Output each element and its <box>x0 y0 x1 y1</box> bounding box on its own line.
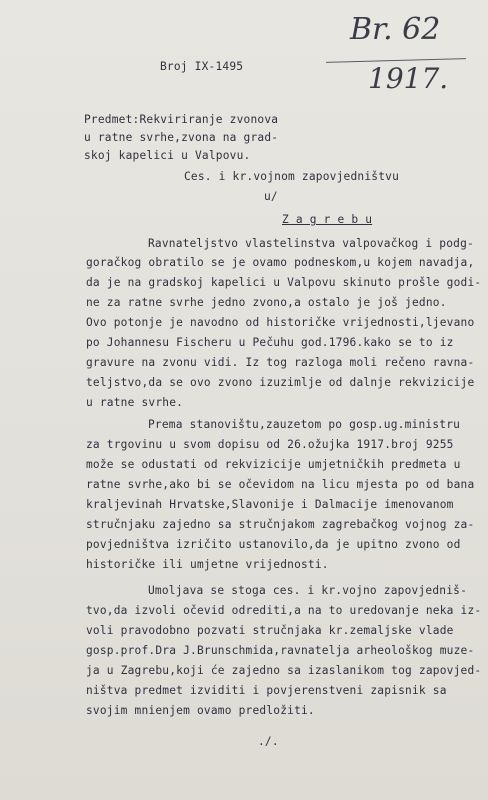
body-line: povjedništva izričito ustanovilo,da je upitno zvono od <box>86 538 461 551</box>
closing-mark: ./. <box>258 735 279 748</box>
body-line: Umoljava se stoga ces. i kr.vojno zapovjedniš- <box>148 584 468 597</box>
body-line: Ravnateljstvo vlastelinstva valpovačkog i podg- <box>148 237 474 250</box>
body-line: može se odustati od rekvizicije umjetničkih predmeta u <box>86 458 461 471</box>
body-line: stručnjaku zajedno sa stručnjakom zagrebačkog vojnog za- <box>86 518 475 531</box>
addressee-u: u/ <box>264 190 278 203</box>
body-line: svojim mnienjem ovamo predložiti. <box>86 704 315 717</box>
body-line: historičke ili umjetne vrijednosti. <box>86 558 329 571</box>
addressee-city: Z a g r e b u <box>282 213 373 226</box>
body-line: Ovo potonje je navodno od historičke vrijednosti,ljevano <box>86 316 475 329</box>
body-line: u ratne svrhe. <box>86 396 184 409</box>
body-line: tvo,da izvoli očevid odrediti,a na to uredovanje neka iz- <box>86 604 482 617</box>
body-line: kraljevinah Hrvatske,Slavonije i Dalmacije imenovanom <box>86 498 454 511</box>
body-line: po Johannesu Fischeru u Pečuhu god.1796.kako se to iz <box>86 336 454 349</box>
body-line: da je na gradskoj kapelici u Valpovu skinuto prošle godi- <box>86 276 482 289</box>
body-line: ja u Zagrebu,koji će zajedno sa izaslanikom tog zapovjed- <box>86 664 482 677</box>
handwritten-number: Br. 62 <box>350 12 441 47</box>
body-line: gosp.prof.Dra J.Brunschmida,ravnatelja arheološkog muze- <box>86 644 475 657</box>
body-line: voli pravodobno pozvati stručnjaka kr.zemaljske vlade <box>86 624 454 637</box>
body-line: ništva predmet izviditi i povjerenstveni zapisnik sa <box>86 684 447 697</box>
body-line: gravure na zvonu vidi. Iz tog razloga moli rečeno ravna- <box>86 356 475 369</box>
body-line: za trgovinu u svom dopisu od 26.ožujka 1917.broj 9255 <box>86 438 454 451</box>
body-line: ne za ratne svrhe jedno zvono,a ostalo je još jedno. <box>86 296 447 309</box>
subject-line-3: skoj kapelici u Valpovu. <box>84 149 251 162</box>
addressee-line: Ces. i kr.vojnom zapovjedništvu <box>184 170 399 183</box>
body-line: ratne svrhe,ako bi se očevidom na licu mjesta po od bana <box>86 478 475 491</box>
body-line: teljstvo,da se ovo zvono izuzimlje od dalnje rekvizicije <box>86 376 475 389</box>
subject-line-2: u ratne svrhe,zvona na grad- <box>84 131 279 144</box>
body-line: goračkog obratilo se je ovamo podneskom,u kojem navadja, <box>86 256 475 269</box>
body-line: Prema stanovištu,zauzetom po gosp.ug.ministru <box>148 418 461 431</box>
handwritten-year: 1917. <box>368 62 449 95</box>
file-number: Broj IX-1495 <box>160 60 244 73</box>
subject-line-1: Predmet:Rekviriranje zvonova <box>84 113 279 126</box>
